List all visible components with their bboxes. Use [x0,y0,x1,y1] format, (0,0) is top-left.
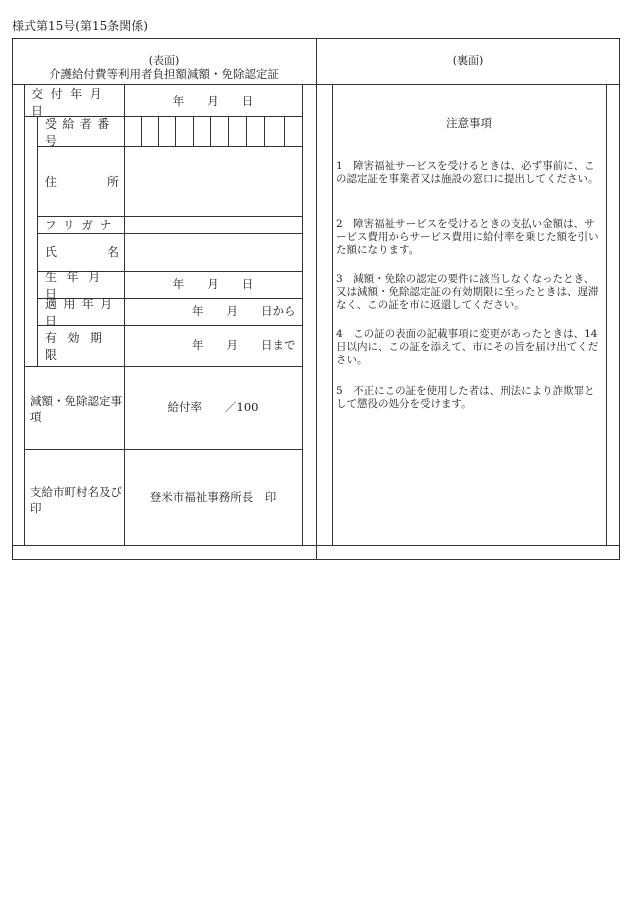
birth-date-value: 年 月 日 [172,277,254,291]
digit-box-divider [193,117,194,146]
issue-date-value: 年 月 日 [172,94,254,108]
form-reference: 様式第15号(第15条関係) [12,19,148,33]
digit-box-divider [175,117,176,146]
label-column-divider [124,85,125,545]
validity-label [45,331,121,362]
digit-box-divider [228,117,229,146]
municipality-value: 登米市福祉事務所長 印 [149,490,277,504]
address-label-left: 住 [45,175,58,189]
recipient-number-label-text: 受給者番号 [45,117,115,148]
digit-box-divider [210,117,211,146]
name-label-left: 氏 [45,245,58,259]
row-line [24,449,303,450]
front-title: 介護給付費等利用者負担額減額・免除認定証 [49,67,279,81]
inner-group-left [37,116,38,366]
digit-box-divider [246,117,247,146]
birth-date-label [45,270,121,301]
reduction-value: 給付率 ／100 [167,400,259,414]
note-item: 3 減額・免除の認定の要件に該当しなくなったとき、又は減額・免除認定証の有効期限に至ったときは、遅滞なく、この証を市に返還してください。 [336,273,599,311]
back-side-label: (裏面) [452,54,484,67]
note-item: 2 障害福祉サービスを受けるときの支払い金額は、サービス費用からサービス費用に給付率を乗じた額を引いた額になります。 [336,218,599,256]
furigana-label [45,217,121,233]
reduction-label: 減額・免除認定事項 [30,394,122,424]
applicable-date-value: 年 月 日から [192,304,296,318]
validity-label-text: 有効期限 [45,331,113,362]
digit-box-divider [141,117,142,146]
note-item: 1 障害福祉サービスを受けるときは、必ず事前に、この認定証を事業者又は施設の窓口に提出してください。 [336,160,599,185]
front-card-right [302,85,303,545]
recipient-number-label [45,117,121,148]
footer-divider [12,545,620,546]
note-item: 4 この証の表面の記載事項に変更があったときは、14日以内に、この証を添えて、市にその旨を届け出てください。 [336,328,599,366]
back-card-left [332,85,333,545]
outer-right-border [619,38,620,560]
municipality-label: 支給市町村名及び印 [30,485,122,515]
validity-value: 年 月 日まで [192,338,296,352]
digit-box-divider [158,117,159,146]
outer-left-border [12,38,13,560]
notes-title: 注意事項 [446,116,492,130]
note-item: 5 不正にこの証を使用した者は、刑法により詐欺罪として懲役の処分を受けます。 [336,385,595,410]
front-card-left [24,85,25,545]
issue-date-label-text: 交付年月日 [31,87,110,118]
address-label-right: 所 [107,175,120,189]
issue-date-label [31,87,118,118]
front-side-label: (表面) [148,54,180,67]
digit-box-divider [284,117,285,146]
applicable-date-label [45,297,121,328]
row-line [24,366,303,367]
applicable-date-label-text: 適用年月日 [45,297,119,328]
digit-box-divider [264,117,265,146]
row-line [37,233,303,234]
back-card-right [606,85,607,545]
name-label-right: 名 [107,245,120,259]
birth-date-label-text: 生年月日 [45,270,110,301]
furigana-label-text: フリガナ [45,218,119,232]
center-divider [316,38,317,560]
